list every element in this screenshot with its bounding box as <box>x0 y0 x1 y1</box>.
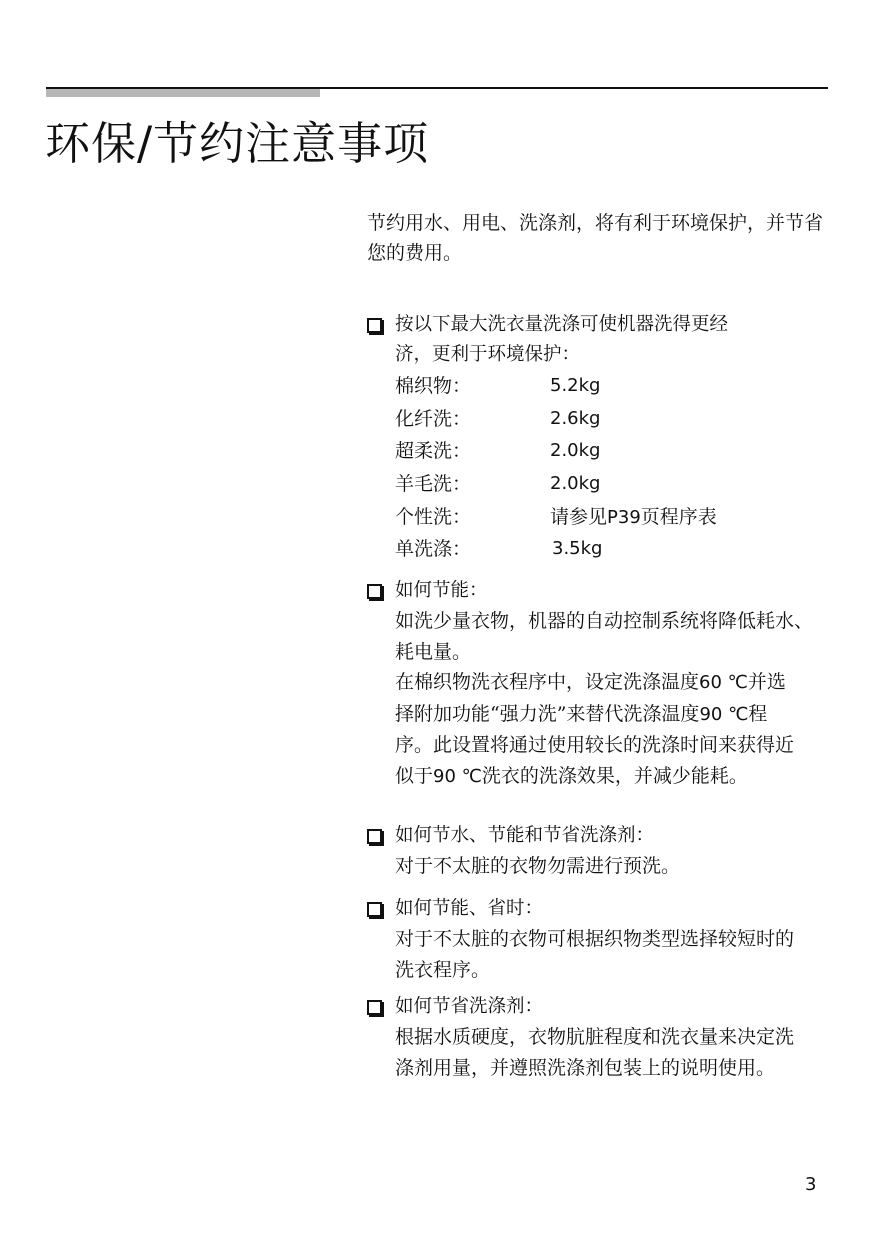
load-value-post: 页程序表 <box>640 505 717 528</box>
energy-heading-text: 如何节能： <box>395 580 488 601</box>
text-segment: 择附加功能“强力洗”来替代洗涤温度 <box>395 702 700 725</box>
detergent-body-line1: 根据水质硬度，衣物肮脏程度和洗衣量来决定洗 <box>395 1026 795 1048</box>
load-label: 化纤洗： <box>395 407 472 430</box>
intro-paragraph: 节约用水、用电、洗涤剂，将有利于环境保护，并节省您的费用。 <box>367 212 824 264</box>
load-value <box>550 501 717 534</box>
load-value: 2.0kg <box>550 473 601 495</box>
load-label: 单洗涤： <box>395 538 472 561</box>
energy-section <box>365 576 855 792</box>
text-segment: 在棉织物洗衣程序中，设定洗涤温度 <box>395 671 700 693</box>
detergent-section-heading <box>365 992 855 1022</box>
energy-p1-line2: 耗电量。 <box>395 640 472 663</box>
load-row-single-wash <box>395 533 855 566</box>
water-section <box>365 821 855 882</box>
detergent-body-line2: 涤剂用量，并遵照洗涤剂包装上的说明使用。 <box>395 1056 776 1079</box>
load-row-wool <box>395 468 855 501</box>
detergent-heading-text: 如何节省洗涤剂： <box>395 996 544 1017</box>
load-label: 棉织物： <box>395 375 472 397</box>
load-label: 个性洗： <box>395 505 472 528</box>
text-segment: 洗衣的洗涤效果，并减少能耗。 <box>481 764 748 787</box>
load-row-cotton <box>395 370 855 403</box>
load-value-pre: 请参见 <box>550 505 608 528</box>
water-section-body <box>365 851 855 882</box>
text-segment: 似于 <box>395 764 434 787</box>
temperature-value: 90 ℃ <box>699 703 749 725</box>
detergent-section <box>365 992 855 1083</box>
load-value: 2.6kg <box>550 407 601 429</box>
page-number: 3 <box>805 1174 817 1195</box>
time-section <box>365 894 855 985</box>
checkbox-icon <box>367 318 382 333</box>
detergent-section-body <box>365 1022 855 1083</box>
load-label: 超柔洗： <box>395 440 472 463</box>
time-body-line2: 洗衣程序。 <box>395 958 491 981</box>
energy-p2-line4 <box>395 761 855 793</box>
checkbox-icon <box>367 902 382 917</box>
time-body-line1: 对于不太脏的衣物可根据织物类型选择较短时的 <box>395 928 795 950</box>
time-heading-text: 如何节能、省时： <box>395 898 544 919</box>
load-row-custom <box>395 501 855 534</box>
water-section-heading <box>365 821 855 851</box>
water-heading-text: 如何节水、节能和节省洗涤剂： <box>395 825 655 846</box>
load-table <box>365 370 855 566</box>
energy-p1-line1: 如洗少量衣物，机器的自动控制系统将降低耗水、 <box>395 610 814 632</box>
energy-section-heading <box>365 576 855 606</box>
load-row-delicate <box>395 435 855 468</box>
energy-p2-line2 <box>395 699 855 731</box>
load-value: 3.5kg <box>552 538 603 560</box>
water-body-text: 对于不太脏的衣物勿需进行预洗。 <box>395 855 681 877</box>
load-heading-line1: 按以下最大洗衣量洗涤可使机器洗得更经 <box>395 314 729 335</box>
temperature-value: 90 ℃ <box>433 765 482 787</box>
load-row-synthetic <box>395 403 855 436</box>
load-heading-line2: 济，更利于环境保护： <box>395 344 581 365</box>
text-segment: 并选 <box>747 671 786 693</box>
text-segment: 程 <box>748 702 768 725</box>
energy-p2-line3: 序。此设置将通过使用较长的洗涤时间来获得近 <box>395 734 795 756</box>
load-value: 2.0kg <box>550 440 601 462</box>
checkbox-icon <box>367 829 382 844</box>
checkbox-icon <box>367 1000 382 1015</box>
temperature-value: 60 ℃ <box>699 672 748 693</box>
header-rule-shade <box>46 89 320 97</box>
load-section-heading <box>365 310 855 370</box>
load-section <box>365 310 855 566</box>
energy-p2-line1 <box>395 667 855 699</box>
time-section-heading <box>365 894 855 924</box>
load-value: 5.2kg <box>550 375 601 396</box>
time-section-body <box>365 924 855 985</box>
energy-section-body <box>365 606 855 792</box>
page-title: 环保/节约注意事项 <box>45 117 430 170</box>
checkbox-icon <box>367 584 382 599</box>
load-label: 羊毛洗： <box>395 473 472 496</box>
load-value-page: P39 <box>607 506 641 528</box>
